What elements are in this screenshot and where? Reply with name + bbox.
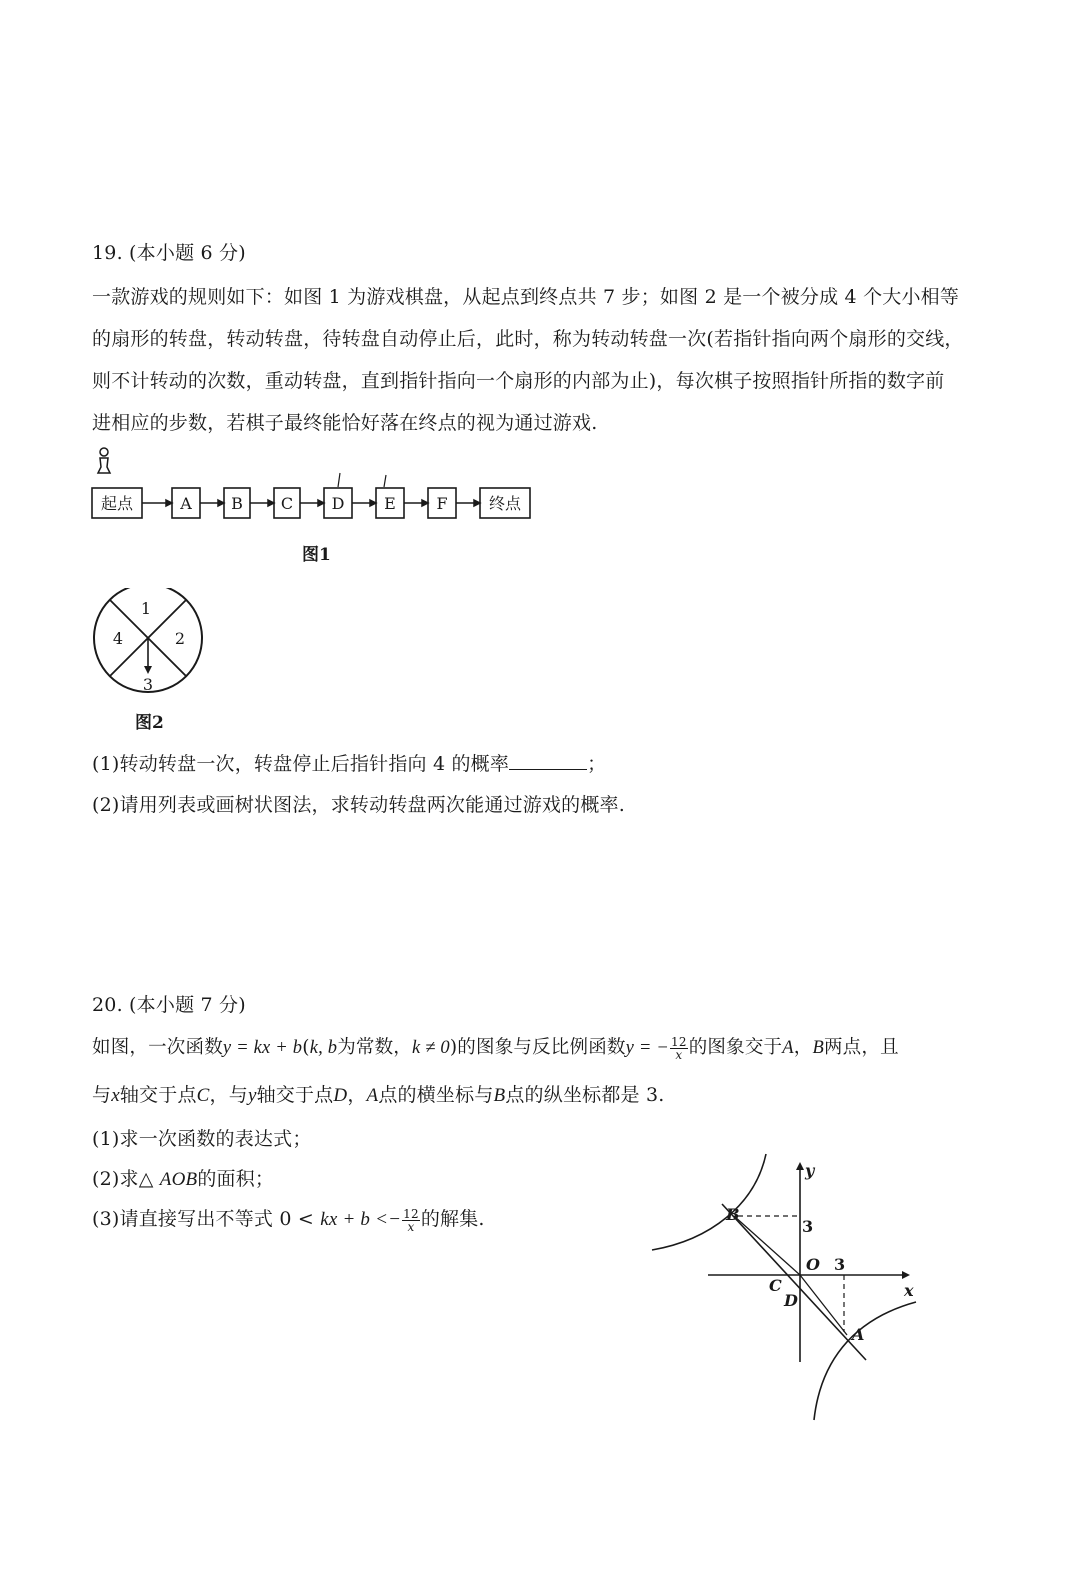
board-connectors xyxy=(142,500,480,506)
point-label-a: A xyxy=(852,1325,865,1344)
cell-label-c: C xyxy=(280,494,294,513)
line-ab xyxy=(722,1204,866,1360)
spinner-figure xyxy=(88,588,212,704)
q20-para-line-1: 如图，一次函数y = kx + b(k, b为常数，k ≠ 0)的图象与反比例函数y = − $\frac{12}{x}$ 的图象交于A，B两点，且 xyxy=(92,1034,899,1062)
cell-label-finish: 终点 xyxy=(488,494,522,513)
axis-label-y: y xyxy=(805,1161,815,1180)
spinner-pointer xyxy=(144,638,152,674)
q19-heading: 19. (本小题 6 分) xyxy=(92,242,246,264)
point-label-c: C xyxy=(769,1276,782,1295)
sector-label-3: 3 xyxy=(142,675,154,694)
fraction-12-over-x-ineq: $\frac{12}{x}$ xyxy=(403,1206,419,1234)
q20-para-line-2: 与x轴交于点C，与y轴交于点D，A点的横坐标与B点的纵坐标都是 3. xyxy=(92,1084,665,1106)
tick-label-x-3: 3 xyxy=(834,1255,846,1274)
hyperbola-branch-upper-left xyxy=(652,1154,766,1250)
q20-subquestion-2: (2)求△ AOB的面积； xyxy=(92,1168,275,1190)
segment-oa xyxy=(800,1275,847,1335)
tick-mark-d xyxy=(338,473,340,487)
axis-label-x: x xyxy=(904,1281,914,1300)
sector-label-1: 1 xyxy=(140,599,152,618)
cell-label-b: B xyxy=(231,494,243,513)
sector-label-4: 4 xyxy=(112,629,124,648)
tick-label-y-3: 3 xyxy=(802,1217,814,1236)
q19-subquestion-2: (2)请用列表或画树状图法，求转动转盘两次能通过游戏的概率. xyxy=(92,794,625,816)
sector-label-2: 2 xyxy=(174,629,186,648)
tick-mark-e xyxy=(384,475,386,487)
cell-label-e: E xyxy=(384,494,396,513)
game-board-figure xyxy=(88,445,548,535)
point-label-d: D xyxy=(784,1291,798,1310)
segment-ob xyxy=(734,1216,800,1275)
cell-label-d: D xyxy=(331,494,345,513)
q20-heading: 20. (本小题 7 分) xyxy=(92,994,246,1016)
figure-2-caption: 图2 xyxy=(135,713,164,733)
q20-subquestion-3: (3)请直接写出不等式 0 < kx + b <− $\frac{12}{x}$ 的解集. xyxy=(92,1206,485,1234)
q19-para-line-3: 则不计转动的次数，重动转盘，直到指针指向一个扇形的内部为止)，每次棋子按照指针所指的数字前 xyxy=(92,370,945,392)
cell-label-a: A xyxy=(180,494,192,513)
q19-para-line-1: 一款游戏的规则如下：如图 1 为游戏棋盘，从起点到终点共 7 步；如图 2 是一个被分成 4 个大小相等 xyxy=(92,286,960,308)
q20-subquestion-1: (1)求一次函数的表达式； xyxy=(92,1128,312,1150)
cell-label-start: 起点 xyxy=(100,494,134,513)
origin-label: O xyxy=(806,1255,820,1274)
chess-pawn-icon xyxy=(98,448,110,473)
fraction-12-over-x: $\frac{12}{x}$ xyxy=(671,1034,687,1062)
point-label-b: B xyxy=(726,1205,740,1224)
answer-blank xyxy=(509,753,587,770)
q19-para-line-4: 进相应的步数，若棋子最终能恰好落在终点的视为通过游戏. xyxy=(92,412,598,434)
q19-subquestion-1: (1)转动转盘一次，转盘停止后指针指向 4 的概率 ； xyxy=(92,753,607,775)
q19-para-line-2: 的扇形的转盘，转动转盘，待转盘自动停止后，此时，称为转动转盘一次(若指针指向两个扇形的交线， xyxy=(92,328,964,350)
cell-label-f: F xyxy=(436,494,448,513)
y-axis xyxy=(796,1162,804,1362)
function-graph xyxy=(650,1150,920,1425)
figure-1-caption: 图1 xyxy=(302,545,331,565)
